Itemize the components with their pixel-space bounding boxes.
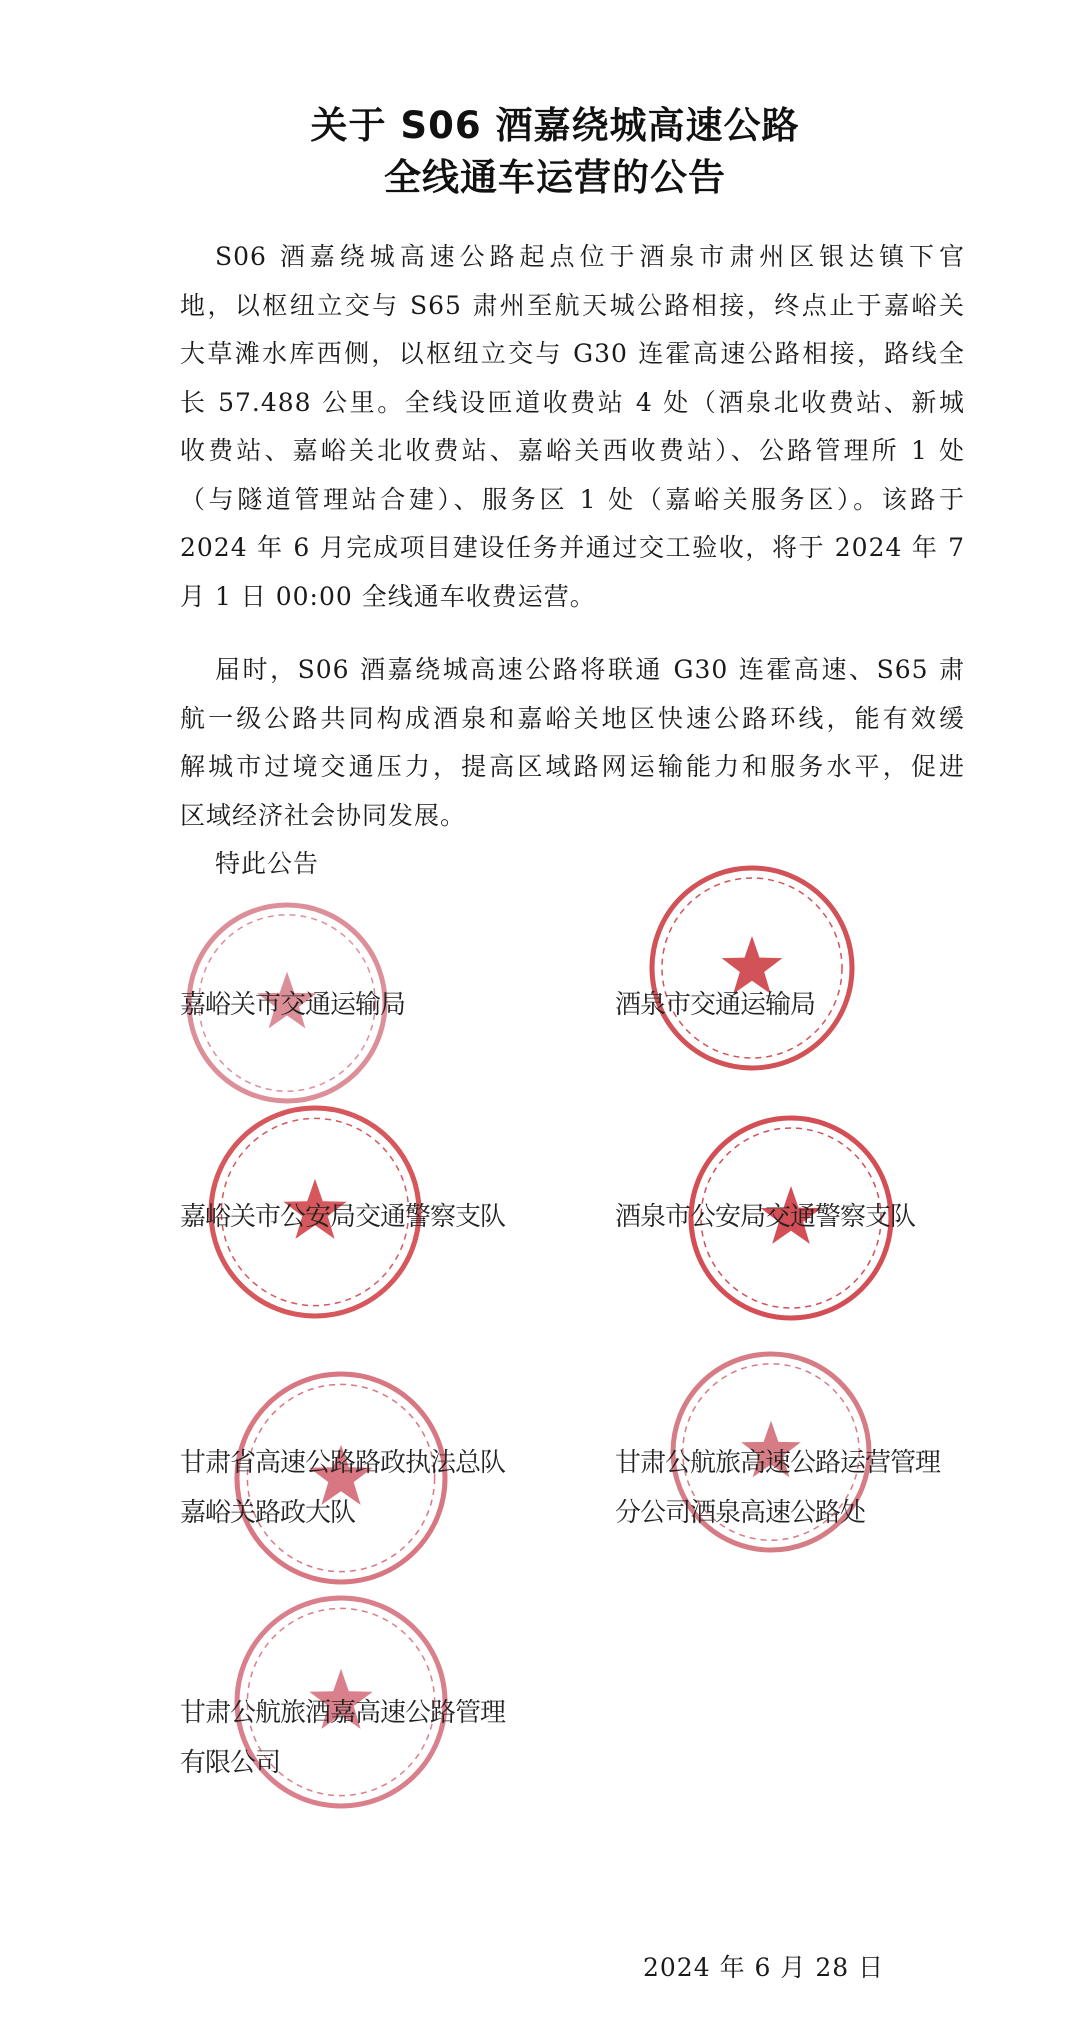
signatory-7 xyxy=(180,1688,505,1788)
text-line: 2024 年 6 月完成项目建设任务并通过交工验收，将于 2024 年 7 xyxy=(180,533,965,562)
signatory-name: 甘肃公航旅高速公路运营管理 xyxy=(615,1448,941,1478)
title-line-2: 全线通车运营的公告 xyxy=(384,156,726,199)
text-line: 区域经济社会协同发展。 xyxy=(180,800,467,830)
signatory-3 xyxy=(180,1192,505,1242)
text-line: 月 1 日 00:00 全线通车收费运营。 xyxy=(180,581,596,611)
signatory-5 xyxy=(180,1438,505,1538)
signatory-6 xyxy=(615,1438,940,1538)
text-line: 届时，S06 酒嘉绕城高速公路将联通 G30 连霍高速、S65 肃 xyxy=(215,655,965,684)
paragraph-1 xyxy=(180,233,965,621)
signatory-4 xyxy=(615,1192,915,1242)
signatory-name: 有限公司 xyxy=(180,1748,281,1778)
seal xyxy=(652,868,852,1068)
signatory-name: 嘉峪关市交通运输局 xyxy=(180,990,406,1020)
text-line: （与隧道管理站合建）、服务区 1 处（嘉峪关服务区）。该路于 xyxy=(180,484,965,514)
signatory-name: 酒泉市公安局交通警察支队 xyxy=(615,1202,916,1232)
signatory-1 xyxy=(180,980,405,1030)
text-line: 长 57.488 公里。全线设匝道收费站 4 处（酒泉北收费站、新城 xyxy=(180,387,965,417)
closing-text: 特此公告 xyxy=(215,849,320,878)
text-line: 地，以枢纽立交与 S65 肃州至航天城公路相接，终点止于嘉峪关 xyxy=(180,290,965,320)
text-line: S06 酒嘉绕城高速公路起点位于酒泉市肃州区银达镇下官 xyxy=(215,242,965,271)
signatory-name: 酒泉市交通运输局 xyxy=(615,990,816,1020)
document-date: 2024 年 6 月 28 日 xyxy=(643,1953,885,1982)
signatory-2 xyxy=(615,980,815,1030)
text-line: 解城市过境交通压力，提高区域路网运输能力和服务水平，促进 xyxy=(180,752,965,781)
signatory-name: 甘肃公航旅酒嘉高速公路管理 xyxy=(180,1698,506,1728)
paragraph-2 xyxy=(180,646,965,889)
text-line: 大草滩水库西侧，以枢纽立交与 G30 连霍高速公路相接，路线全 xyxy=(180,339,965,368)
signatory-name: 嘉峪关路政大队 xyxy=(180,1498,356,1528)
signatory-name: 分公司酒泉高速公路处 xyxy=(615,1498,866,1528)
text-line: 收费站、嘉峪关北收费站、嘉峪关西收费站）、公路管理所 1 处 xyxy=(180,436,965,465)
title-line-1: 关于 S06 酒嘉绕城高速公路 xyxy=(310,104,800,147)
signatory-name: 嘉峪关市公安局交通警察支队 xyxy=(180,1202,506,1232)
text-line: 航一级公路共同构成酒泉和嘉峪关地区快速公路环线，能有效缓 xyxy=(180,703,965,733)
signatory-name: 甘肃省高速公路路政执法总队 xyxy=(180,1448,506,1478)
